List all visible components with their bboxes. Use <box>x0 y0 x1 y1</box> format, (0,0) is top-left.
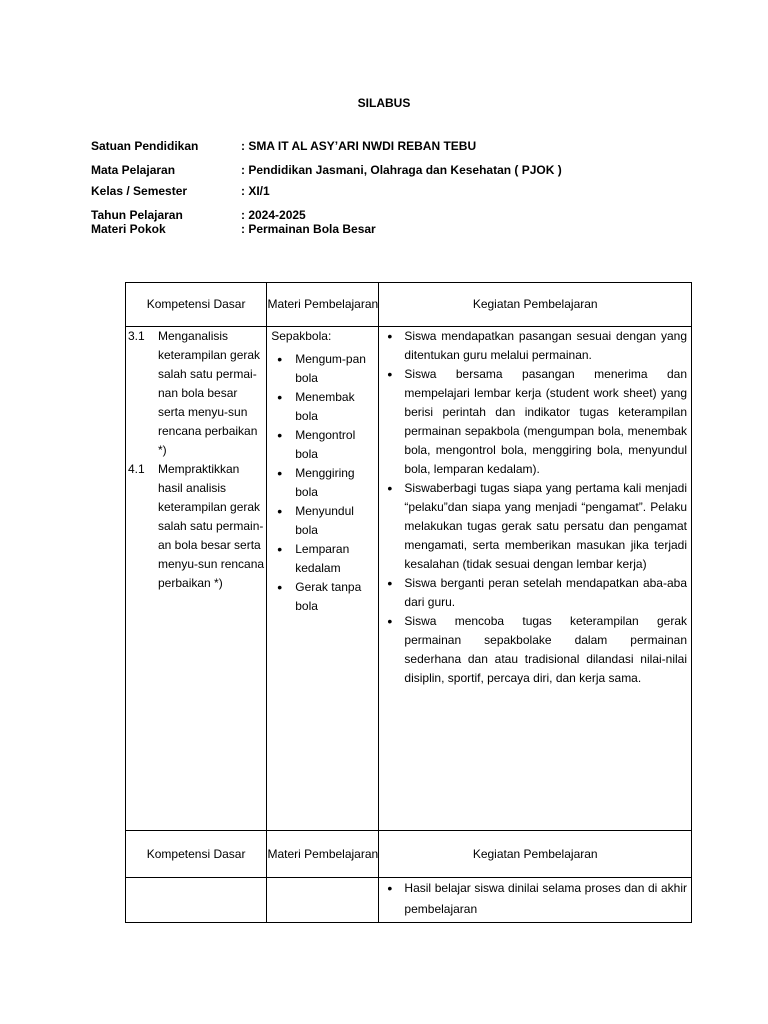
meta-value: : XI/1 <box>241 184 270 198</box>
table-header-row <box>126 283 692 327</box>
meta-value: : Pendidikan Jasmani, Olahraga dan Kesehatan ( PJOK ) <box>241 163 562 177</box>
meta-key: Mata Pelajaran <box>91 163 176 177</box>
meta-key: Materi Pokok <box>91 222 166 236</box>
syllabus-table <box>125 282 692 923</box>
table-row <box>126 327 692 831</box>
header-materi-pembelajaran: Materi Pembelajaran <box>267 831 379 878</box>
document-title: SILABUS <box>357 96 411 110</box>
header-kompetensi-dasar: Kompetensi Dasar <box>126 831 267 878</box>
kd-item <box>128 460 266 593</box>
materi-pembelajaran-cell <box>267 327 379 831</box>
kegiatan-item: • Siswa bersama pasangan menerima dan mempelajari lembar kerja (student work sheet) yang berisi perintah dan indikator tugas keterampilan permainan sepakbola (mengumpan bola, menembak bola, mengontrol bola, menggiring bola, menyundul bola, lemparan kedalam). <box>379 365 687 479</box>
kd-text: Menganalisis keterampilan gerak salah satu permai-nan bola besar serta menyu-sun rencana perbaikan *) <box>158 329 261 457</box>
kegiatan-item: • Siswa mencoba tugas keterampilan gerak permainan sepakbolake dalam permainan sederhana dan atau tradisional dilandasi nilai-nilai disiplin, sportif, percaya diri, dan kerja sama. <box>379 612 687 688</box>
kegiatan-pembelajaran-cell <box>379 878 692 923</box>
kd-text: Mempraktikkan hasil analisis keterampilan gerak salah satu permain-an bola besar serta menyu-sun rencana perbaikan *) <box>158 462 265 590</box>
meta-value: : Permainan Bola Besar <box>241 222 376 236</box>
header-materi-pembelajaran: Materi Pembelajaran <box>267 283 379 327</box>
kegiatan-item: • Hasil belajar siswa dinilai selama proses dan di akhir pembelajaran <box>379 878 687 920</box>
materi-pembelajaran-cell <box>267 878 379 923</box>
meta-tahun-pelajaran <box>91 208 306 222</box>
header-kegiatan-pembelajaran: Kegiatan Pembelajaran <box>379 831 692 878</box>
kegiatan-item: • Siswa mendapatkan pasangan sesuai dengan yang ditentukan guru melalui permainan. <box>379 327 687 365</box>
materi-item: • Lemparan kedalam <box>271 540 378 578</box>
materi-item: • Menyundul bola <box>271 502 378 540</box>
kd-item <box>128 327 266 460</box>
kegiatan-item: • Siswa berganti peran setelah mendapatkan aba-aba dari guru. <box>379 574 687 612</box>
table-header-row-2 <box>126 831 692 878</box>
materi-item: • Mengum-pan bola <box>271 350 378 388</box>
kompetensi-dasar-cell <box>126 327 267 831</box>
meta-satuan-pendidikan <box>91 139 476 153</box>
materi-item: • Menggiring bola <box>271 464 378 502</box>
meta-key: Tahun Pelajaran <box>91 208 183 222</box>
materi-item: • Mengontrol bola <box>271 426 378 464</box>
meta-key: Kelas / Semester <box>91 184 188 198</box>
meta-value: : SMA IT AL ASY’ARI NWDI REBAN TEBU <box>241 139 477 153</box>
meta-value: : 2024-2025 <box>241 208 306 222</box>
kegiatan-pembelajaran-cell <box>379 327 692 831</box>
materi-title: Sepakbola: <box>271 329 332 343</box>
header-kegiatan-pembelajaran: Kegiatan Pembelajaran <box>379 283 692 327</box>
meta-key: Satuan Pendidikan <box>91 139 199 153</box>
meta-materi-pokok <box>91 222 376 236</box>
kegiatan-item: • Siswaberbagi tugas siapa yang pertama kali menjadi “pelaku”dan siapa yang menjadi “pengamat”. Pelaku melakukan tugas gerak satu persatu dan pengamat mengamati, serta memberikan masukan jika terjadi kesalahan (tidak sesuai dengan lembar kerja) <box>379 479 687 574</box>
meta-kelas-semester <box>91 184 270 198</box>
kompetensi-dasar-cell <box>126 878 267 923</box>
materi-item: • Menembak bola <box>271 388 378 426</box>
kd-number: 4.1 <box>128 462 145 476</box>
table-row <box>126 878 692 923</box>
meta-mata-pelajaran <box>91 163 562 177</box>
kd-number: 3.1 <box>128 329 145 343</box>
materi-item: • Gerak tanpa bola <box>271 578 378 616</box>
header-kompetensi-dasar: Kompetensi Dasar <box>126 283 267 327</box>
